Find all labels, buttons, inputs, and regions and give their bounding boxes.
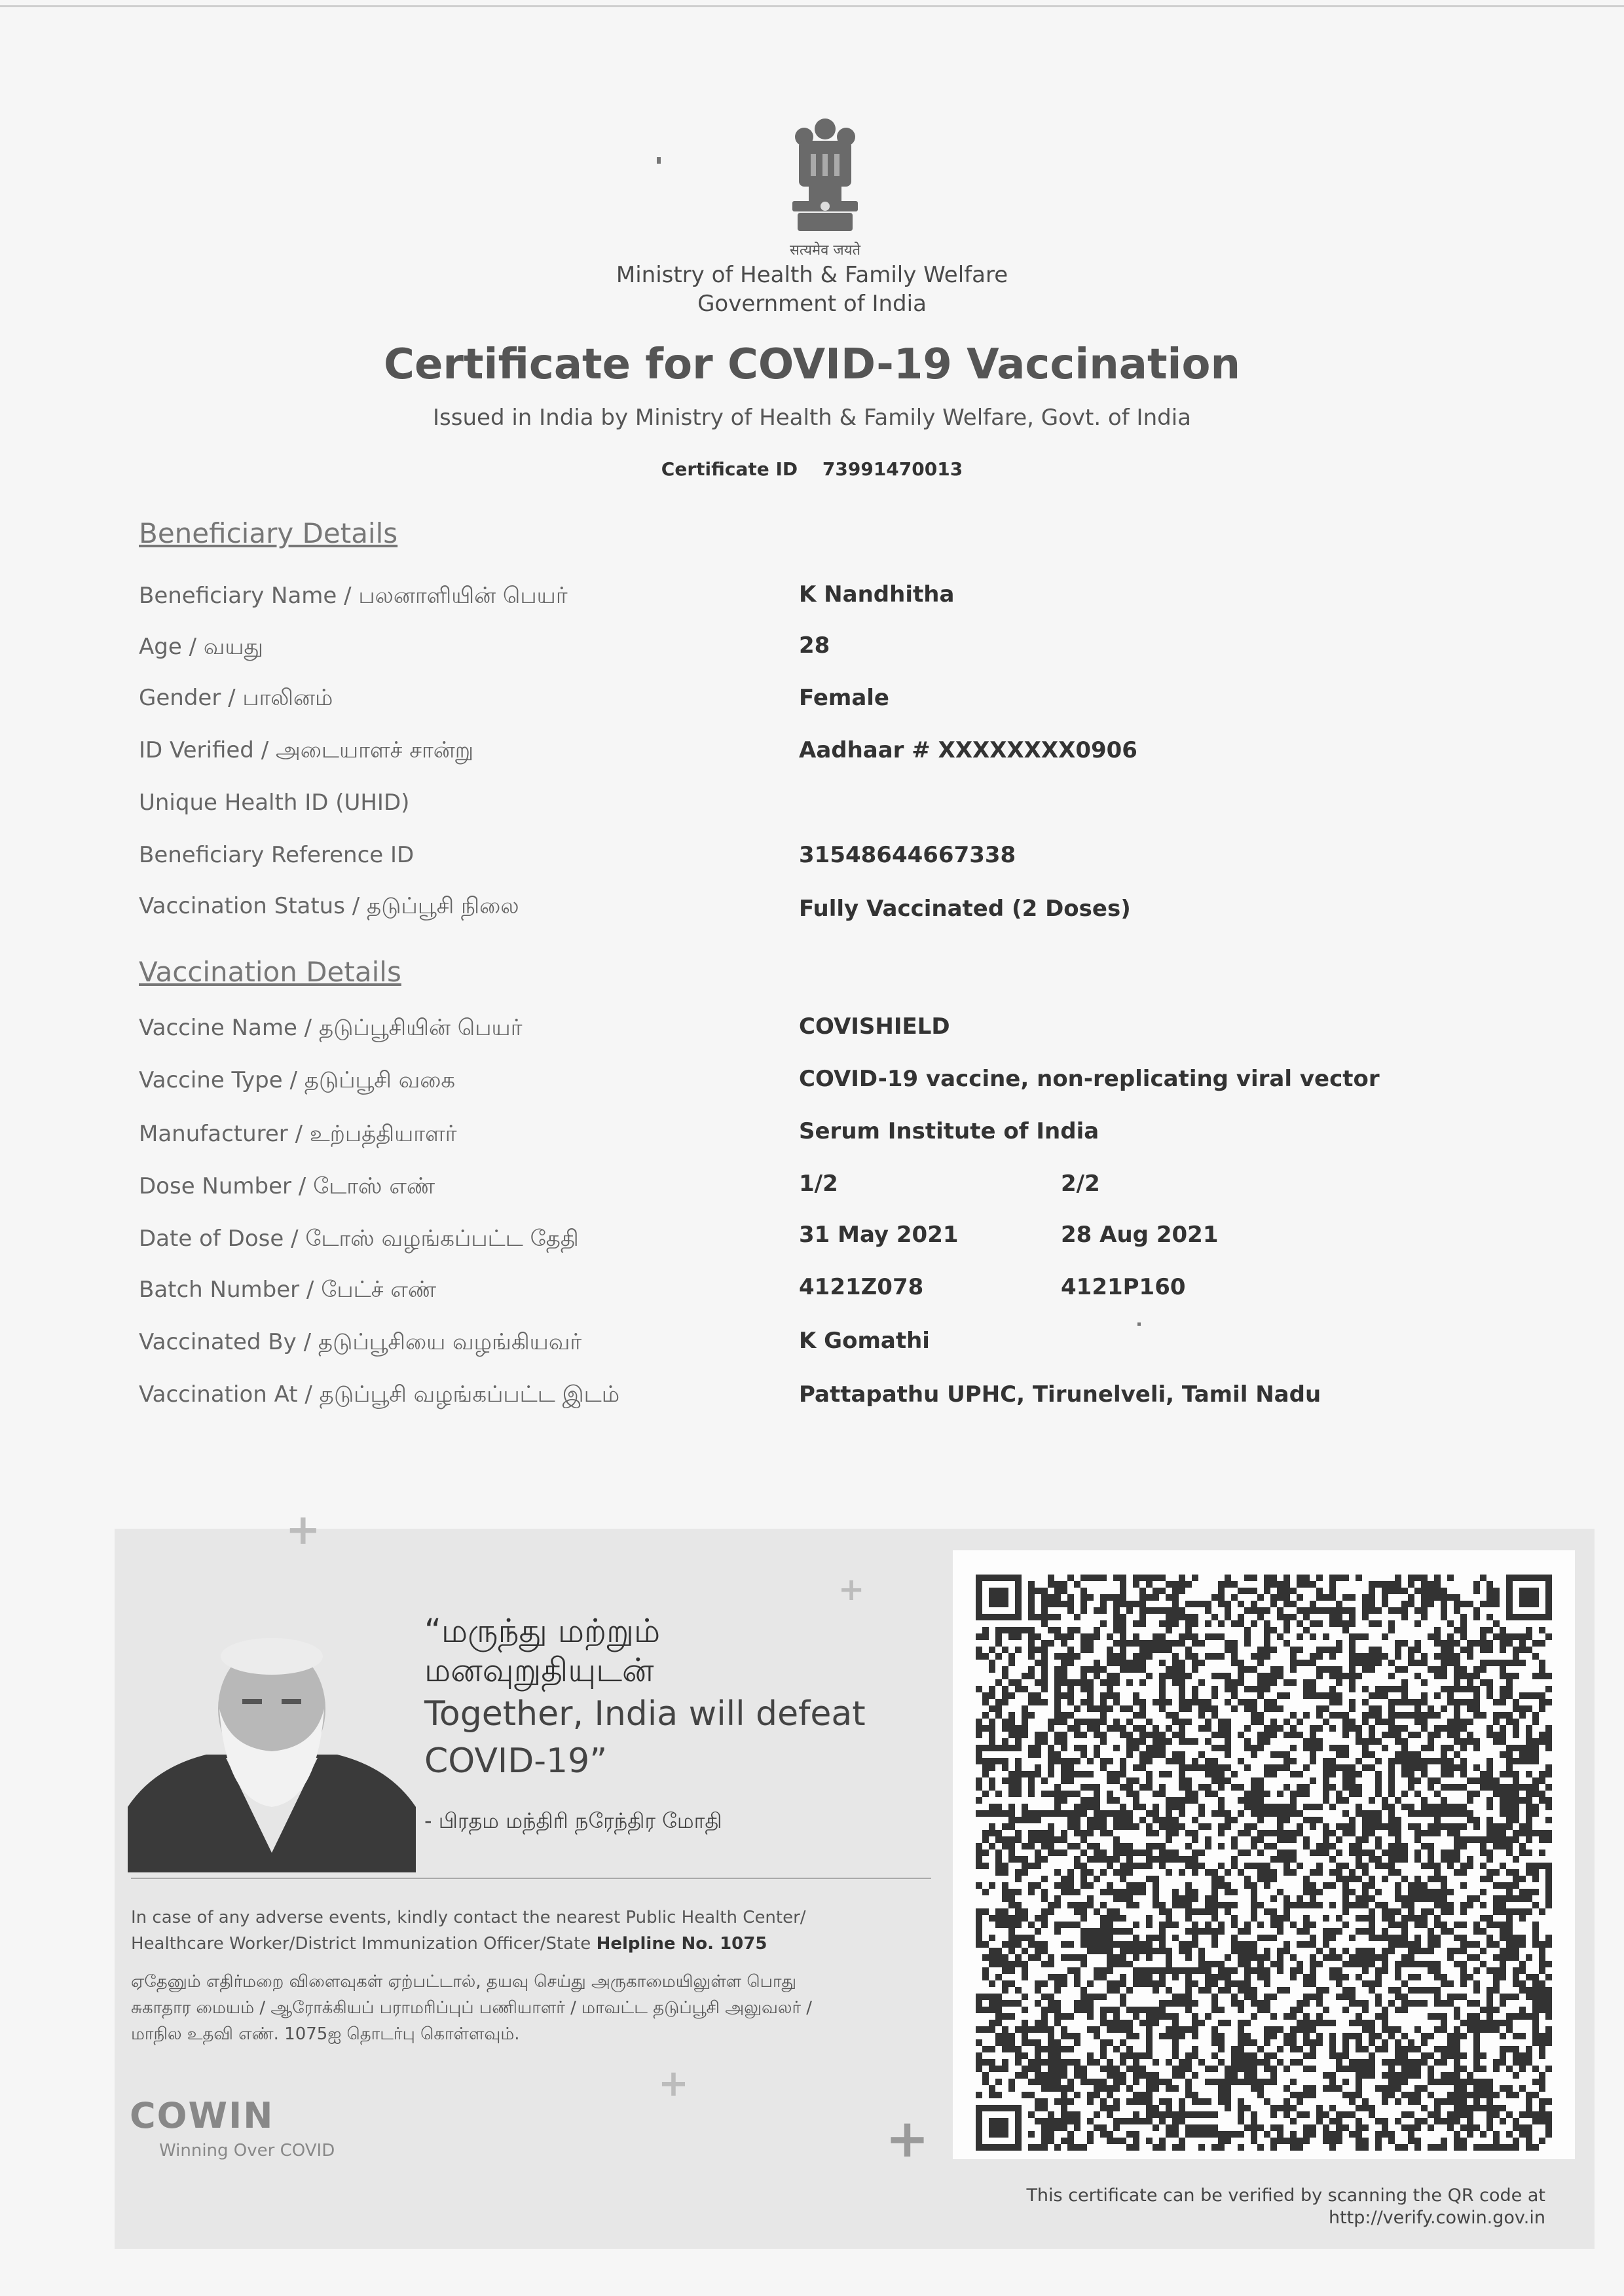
certificate-title: Certificate for COVID-19 Vaccination [383,340,1241,389]
reference-id-label: Beneficiary Reference ID [139,842,415,868]
age-label: Age / வயது [139,634,264,660]
reference-id-value: 31548644667338 [799,842,1016,868]
date-of-dose-2-value: 28 Aug 2021 [1061,1222,1219,1248]
certificate-id-label: Certificate ID [661,458,798,480]
plus-decoration: + [885,2108,930,2169]
batch-number-1-value: 4121Z078 [799,1274,924,1300]
vaccination-status-value: Fully Vaccinated (2 Doses) [799,896,1131,922]
vaccination-at-label: Vaccination At / தடுப்பூசி வழங்கப்பட்ட இடம் [139,1381,620,1408]
vaccine-type-label: Vaccine Type / தடுப்பூசி வகை [139,1067,456,1093]
plus-decoration: + [658,2062,689,2105]
gender-value: Female [799,685,889,711]
plus-decoration: + [286,1506,321,1554]
dose-number-2-value: 2/2 [1061,1171,1100,1197]
emblem-motto: सत्यमेव जयते [789,242,861,259]
footer-divider [131,1878,931,1879]
cowin-tagline: Winning Over COVID [159,2141,335,2160]
portrait-photo [128,1637,416,1872]
plus-decoration: + [838,1571,865,1608]
manufacturer-value: Serum Institute of India [799,1118,1099,1144]
vaccine-name-value: COVISHIELD [799,1013,950,1040]
government-name: Government of India [697,291,927,317]
vaccine-type-value: COVID-19 vaccine, non-replicating viral vector [799,1066,1380,1092]
verify-note-line-1: This certificate can be verified by scanning the QR code at [1026,2185,1545,2206]
date-of-dose-1-value: 31 May 2021 [799,1222,959,1248]
vaccination-at-value: Pattapathu UPHC, Tirunelveli, Tamil Nadu [799,1381,1321,1408]
adverse-events-ta-line-3: மாநில உதவி எண். 1075ஐ தொடர்பு கொள்ளவும். [131,2024,520,2044]
vaccine-name-label: Vaccine Name / தடுப்பூசியின் பெயர் [139,1015,523,1041]
batch-number-label: Batch Number / பேட்ச் எண் [139,1277,437,1303]
vaccinated-by-label: Vaccinated By / தடுப்பூசியை வழங்கியவர் [139,1329,582,1355]
beneficiary-section-title: Beneficiary Details [139,517,398,549]
certificate-id-line [0,458,1624,480]
national-emblem-icon [779,115,871,239]
adverse-events-en-text: Healthcare Worker/District Immunization Officer/State [131,1934,591,1954]
dose-number-1-value: 1/2 [799,1171,838,1197]
uhid-label: Unique Health ID (UHID) [139,790,410,816]
gender-label: Gender / பாலினம் [139,685,333,711]
scan-edge [0,5,1624,7]
qr-code-icon[interactable] [976,1575,1552,2151]
quote-english-line-2: COVID-19” [424,1741,608,1781]
ministry-name: Ministry of Health & Family Welfare [616,262,1008,288]
beneficiary-name-label: Beneficiary Name / பலனாளியின் பெயர் [139,583,568,609]
quote-english-line-1: Together, India will defeat [424,1694,866,1734]
id-verified-label: ID Verified / அடையாளச் சான்று [139,737,474,763]
date-of-dose-label: Date of Dose / டோஸ் வழங்கப்பட்ட தேதி [139,1226,579,1252]
adverse-events-ta-line-1: ஏதேனும் எதிர்மறை விளைவுகள் ஏற்பட்டால், தயவு செய்து அருகாமையிலுள்ள பொது [131,1972,797,1992]
cowin-logo: COWIN [130,2095,274,2136]
quote-tamil-line-1: “மருந்து மற்றும் [424,1612,661,1650]
beneficiary-name-value: K Nandhitha [799,581,955,608]
id-verified-value: Aadhaar # XXXXXXXX0906 [799,737,1137,763]
age-value: 28 [799,632,830,659]
scan-speck [1137,1322,1141,1326]
adverse-events-en-line-1: In case of any adverse events, kindly contact the nearest Public Health Center/ [131,1908,806,1927]
vaccination-section-title: Vaccination Details [139,956,401,988]
manufacturer-label: Manufacturer / உற்பத்தியாளர் [139,1121,457,1147]
adverse-events-ta-line-2: சுகாதார மையம் / ஆரோக்கியப் பராமரிப்புப் பணியாளர் / மாவட்ட தடுப்பூசி அலுவலர் / [131,1998,813,2018]
adverse-events-en-line-2 [131,1934,767,1954]
scan-speck [657,157,661,164]
helpline-number: Helpline No. 1075 [596,1934,767,1954]
vaccination-status-label: Vaccination Status / தடுப்பூசி நிலை [139,893,519,919]
quote-tamil-line-2: மனவுறுதியுடன் [424,1651,654,1689]
certificate-id-value: 73991470013 [822,458,963,480]
verify-url[interactable]: http://verify.cowin.gov.in [1328,2208,1545,2228]
dose-number-label: Dose Number / டோஸ் எண் [139,1173,435,1199]
vaccinated-by-value: K Gomathi [799,1328,930,1354]
quote-attribution: - பிரதம மந்திரி நரேந்திர மோதி [424,1808,722,1833]
batch-number-2-value: 4121P160 [1061,1274,1186,1300]
issued-by: Issued in India by Ministry of Health & Family Welfare, Govt. of India [433,405,1191,431]
